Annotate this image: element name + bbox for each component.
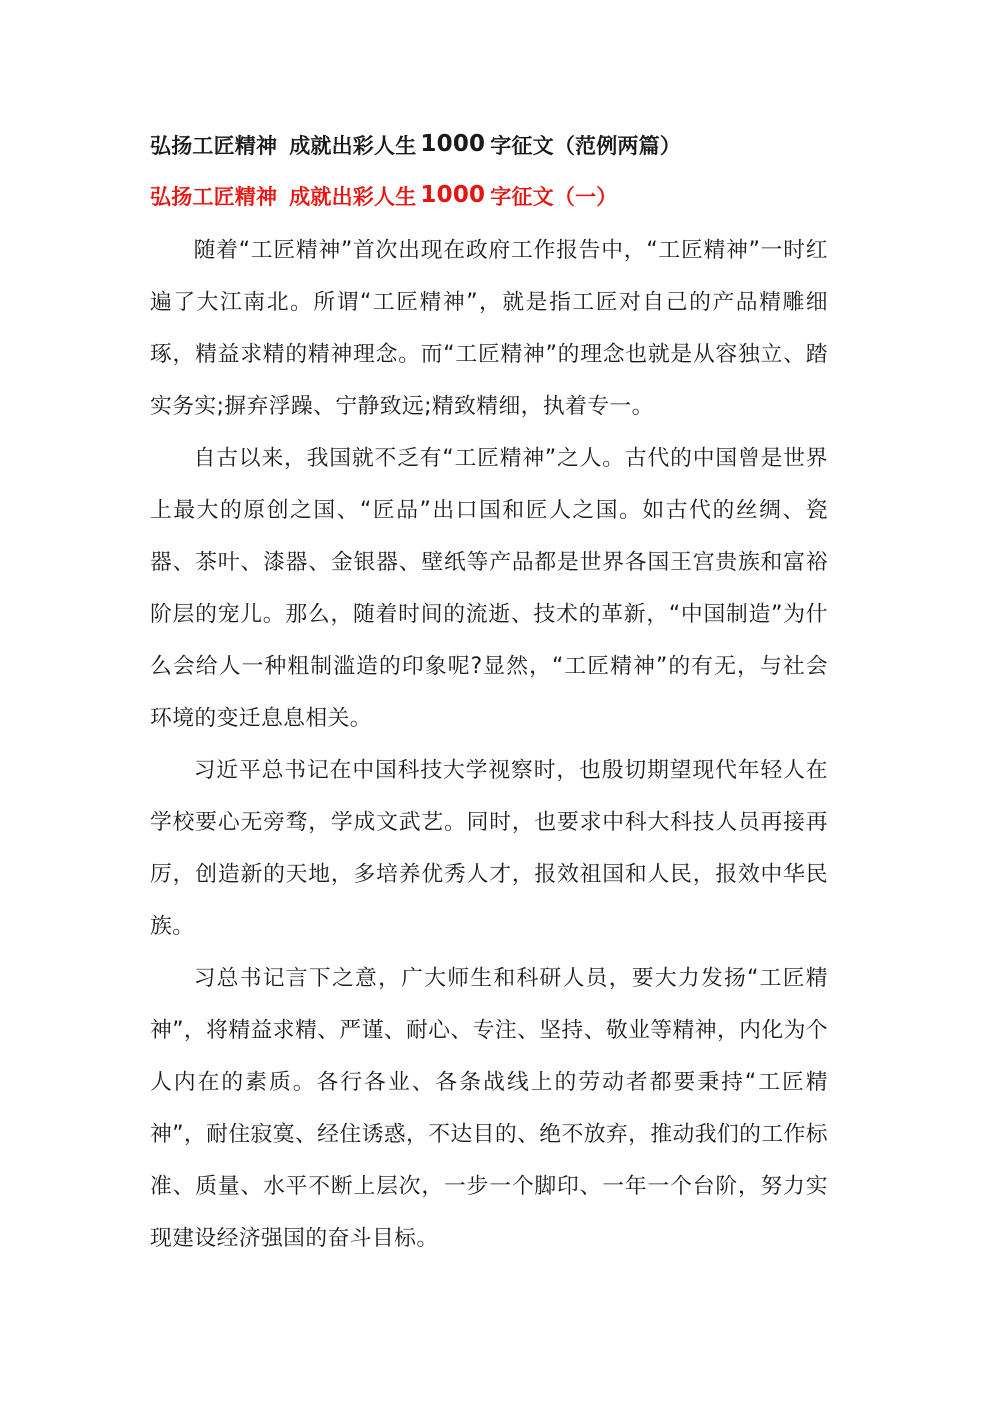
paragraph-1: 随着“工匠精神”首次出现在政府工作报告中，“工匠精神”一时红遍了大江南北。所谓“工匠精神”，就是指工匠对自己的产品精雕细琢，精益求精的精神理念。而“工匠精神”的理念也就是从容独立、踏实务实;摒弃浮躁、宁静致远;精致精细，执着专一。 xyxy=(150,238,828,419)
title-part-1: 弘扬工匠精神 xyxy=(150,134,278,158)
essay-body xyxy=(150,225,828,1265)
document-content xyxy=(150,126,828,1265)
subtitle-part-2: 成就出彩人生 xyxy=(289,185,417,209)
essay-subtitle xyxy=(150,177,828,217)
title-part-3: 字征文（范例两篇） xyxy=(490,134,682,158)
subtitle-part-1: 弘扬工匠精神 xyxy=(150,185,278,209)
title-part-2: 成就出彩人生 xyxy=(289,134,417,158)
document-title xyxy=(150,126,828,166)
title-number: 1000 xyxy=(420,131,486,157)
paragraph-4: 习总书记言下之意，广大师生和科研人员，要大力发扬“工匠精神”，将精益求精、严谨、耐心、专注、坚持、敬业等精神，内化为个人内在的素质。各行各业、各条战线上的劳动者都要秉持“工匠精神”，耐住寂寞、经住诱惑，不达目的、绝不放弃，推动我们的工作标准、质量、水平不断上层次，一步一个脚印、一年一个台阶，努力实现建设经济强国的奋斗目标。 xyxy=(150,966,828,1251)
subtitle-part-3: 字征文（一） xyxy=(490,185,618,209)
paragraph-2: 自古以来，我国就不乏有“工匠精神”之人。古代的中国曾是世界上最大的原创之国、“匠品”出口国和匠人之国。如古代的丝绸、瓷器、茶叶、漆器、金银器、壁纸等产品都是世界各国王宫贵族和富裕阶层的宠儿。那么，随着时间的流逝、技术的革新，“中国制造”为什么会给人一种粗制滥造的印象呢?显然，“工匠精神”的有无，与社会环境的变迁息息相关。 xyxy=(150,446,828,731)
paragraph-3: 习近平总书记在中国科技大学视察时，也殷切期望现代年轻人在学校要心无旁骛，学成文武艺。同时，也要求中科大科技人员再接再厉，创造新的天地，多培养优秀人才，报效祖国和人民，报效中华民族。 xyxy=(150,758,828,939)
subtitle-number: 1000 xyxy=(420,182,486,208)
